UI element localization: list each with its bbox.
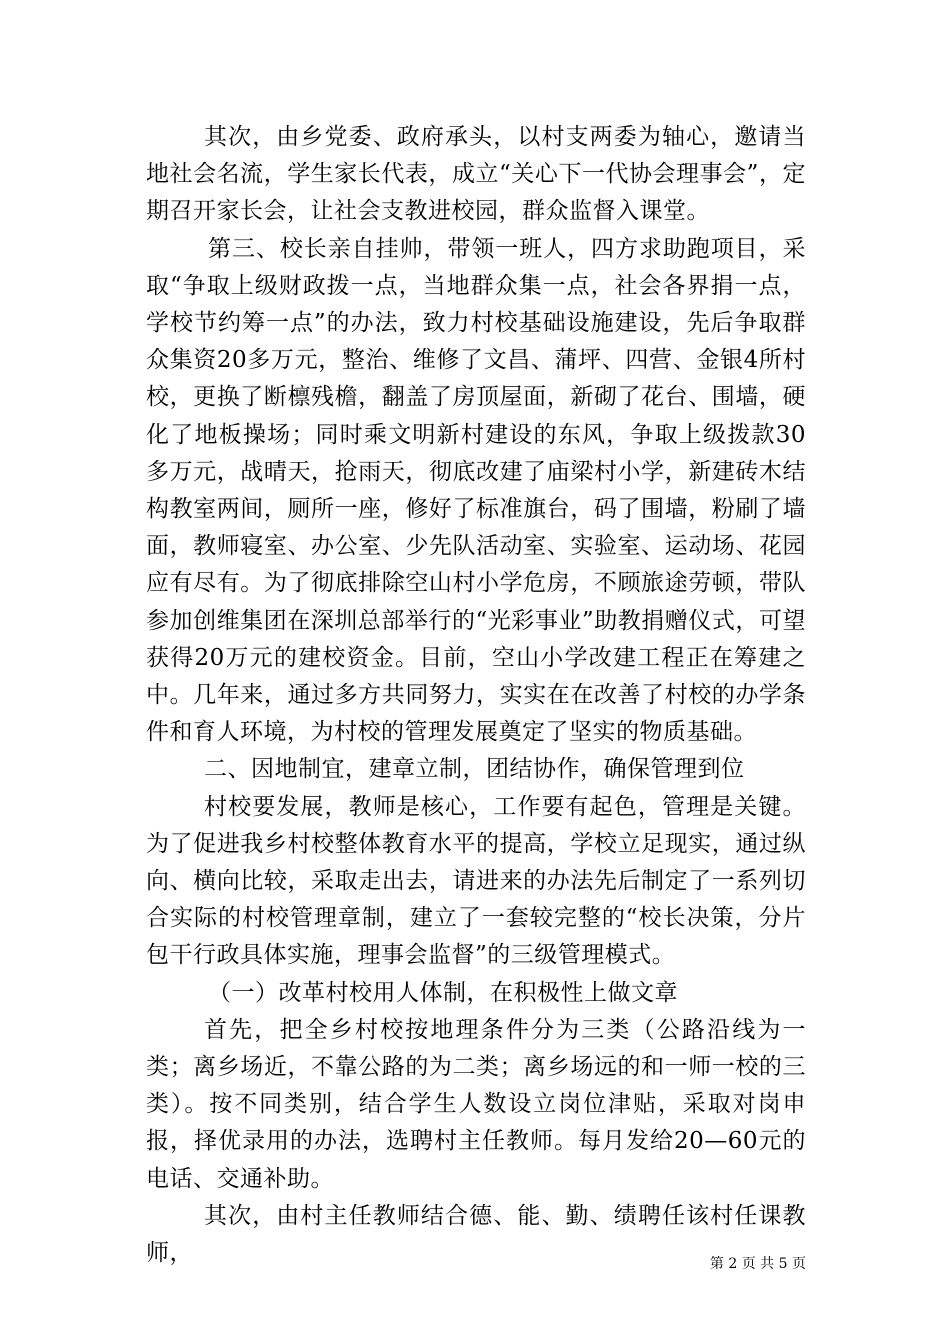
- paragraph-4: 首先，把全乡村校按地理条件分为三类（公路沿线为一类；离乡场近，不靠公路的为二类；离乡场远的和一师一校的三类）。按不同类别，结合学生人数设立岗位津贴，采取对岗申报，择优录用的办法，选聘村主任教师。每月发给20—60元的电话、交通补助。: [146, 1016, 806, 1192]
- paragraph-3: 村校要发展，教师是核心，工作要有起色，管理是关键。为了促进我乡村校整体教育水平的提高，学校立足现实，通过纵向、横向比较，采取走出去，请进来的办法先后制定了一系列切合实际的村校管理章制，建立了一套较完整的“校长决策，分片包干行政具体实施，理事会监督”的三级管理模式。: [146, 793, 806, 969]
- subsection-heading-1: （一）改革村校用人体制，在积极性上做文章: [208, 979, 678, 1006]
- paragraph-2: 第三、校长亲自挂帅，带领一班人，四方求助跑项目，采取“争取上级财政拨一点，当地群众集一点，社会各界捐一点，学校节约筹一点”的办法，致力村校基础设施建设，先后争取群众集资20多万元，整治、维修了文昌、蒲坪、四营、金银4所村校，更换了断檩残檐，翻盖了房顶屋面，新砌了花台、围墙，硬化了地板操场；同时乘文明新村建设的东风，争取上级拨款30多万元，战晴天，抢雨天，彻底改建了庙梁村小学，新建砖木结构教室两间，厕所一座，修好了标准旗台，码了围墙，粉刷了墙面，教师寝室、办公室、少先队活动室、实验室、运动场、花园应有尽有。为了彻底排除空山村小学危房，不顾旅途劳顿，带队参加创维集团在深圳总部举行的“光彩事业”助教捐赠仪式，可望获得20万元的建校资金。目前，空山小学改建工程正在筹建之中。几年来，通过多方共同努力，实实在在改善了村校的办学条件和育人环境，为村校的管理发展奠定了坚实的物质基础。: [146, 235, 806, 746]
- document-body: [146, 119, 806, 1272]
- page-number-footer: 第 2 页 共 5 页: [709, 1256, 806, 1272]
- paragraph-5: 其次，由村主任教师结合德、能、勤、绩聘任该村任课教师，: [146, 1202, 806, 1267]
- paragraph-1: 其次，由乡党委、政府承头，以村支两委为轴心，邀请当地社会名流，学生家长代表，成立“关心下一代协会理事会”，定期召开家长会，让社会支教进校园，群众监督入课堂。: [146, 124, 806, 225]
- section-heading-2: 二、因地制宜，建章立制，团结协作，确保管理到位: [204, 756, 745, 783]
